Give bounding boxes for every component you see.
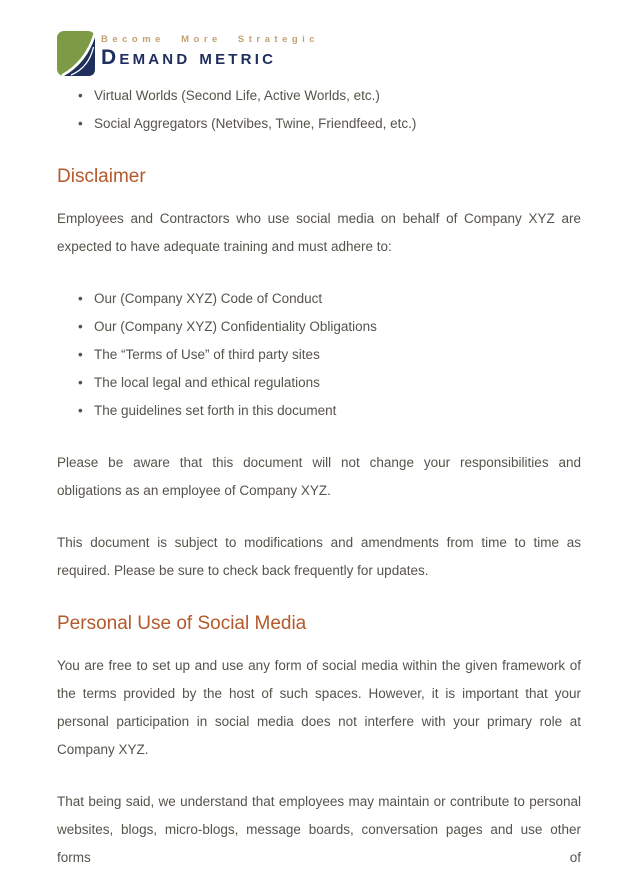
paragraph-personal-maintain: That being said, we understand that employees may maintain or contribute to personal websites, blogs, micro-blogs, message boards, conversation pages and use other forms of bbox=[57, 794, 581, 865]
list-item: • Virtual Worlds (Second Life, Active Worlds, etc.) bbox=[94, 82, 581, 110]
demand-metric-logo-icon bbox=[57, 31, 95, 76]
paragraph-disclaimer-intro: Employees and Contractors who use social media on behalf of Company XYZ are expected to have adequate training and must adhere to: bbox=[57, 211, 581, 254]
list-item: • The “Terms of Use” of third party sites bbox=[94, 341, 581, 369]
paragraph-modifications: This document is subject to modifications and amendments from time to time as required. Please be sure to check back frequently for updates. bbox=[57, 535, 581, 578]
list-item: • Our (Company XYZ) Confidentiality Obligations bbox=[94, 313, 581, 341]
brand-name: Demand metric bbox=[101, 46, 277, 69]
list-item: • Our (Company XYZ) Code of Conduct bbox=[94, 285, 581, 313]
brand-tagline: Become More Strategic bbox=[101, 34, 320, 45]
brand-logo-text bbox=[101, 30, 319, 70]
section-heading-personal-use: Personal Use of Social Media bbox=[57, 613, 307, 634]
paragraph-responsibilities: Please be aware that this document will not change your responsibilities and obligations as an employee of Company XYZ. bbox=[57, 455, 581, 498]
list-item: • The guidelines set forth in this document bbox=[94, 397, 581, 425]
paragraph-personal-framework: You are free to set up and use any form of social media within the given framework of the terms provided by the host of such spaces. However, it is important that your personal participation in social media does not interfere with your primary role at Company XYZ. bbox=[57, 658, 581, 757]
social-media-types-list bbox=[57, 82, 581, 138]
brand-logo bbox=[57, 30, 581, 76]
disclaimer-requirements-list bbox=[57, 285, 581, 425]
list-item: • Social Aggregators (Netvibes, Twine, Friendfeed, etc.) bbox=[94, 110, 581, 138]
list-item: • The local legal and ethical regulations bbox=[94, 369, 581, 397]
section-heading-disclaimer: Disclaimer bbox=[57, 166, 146, 187]
